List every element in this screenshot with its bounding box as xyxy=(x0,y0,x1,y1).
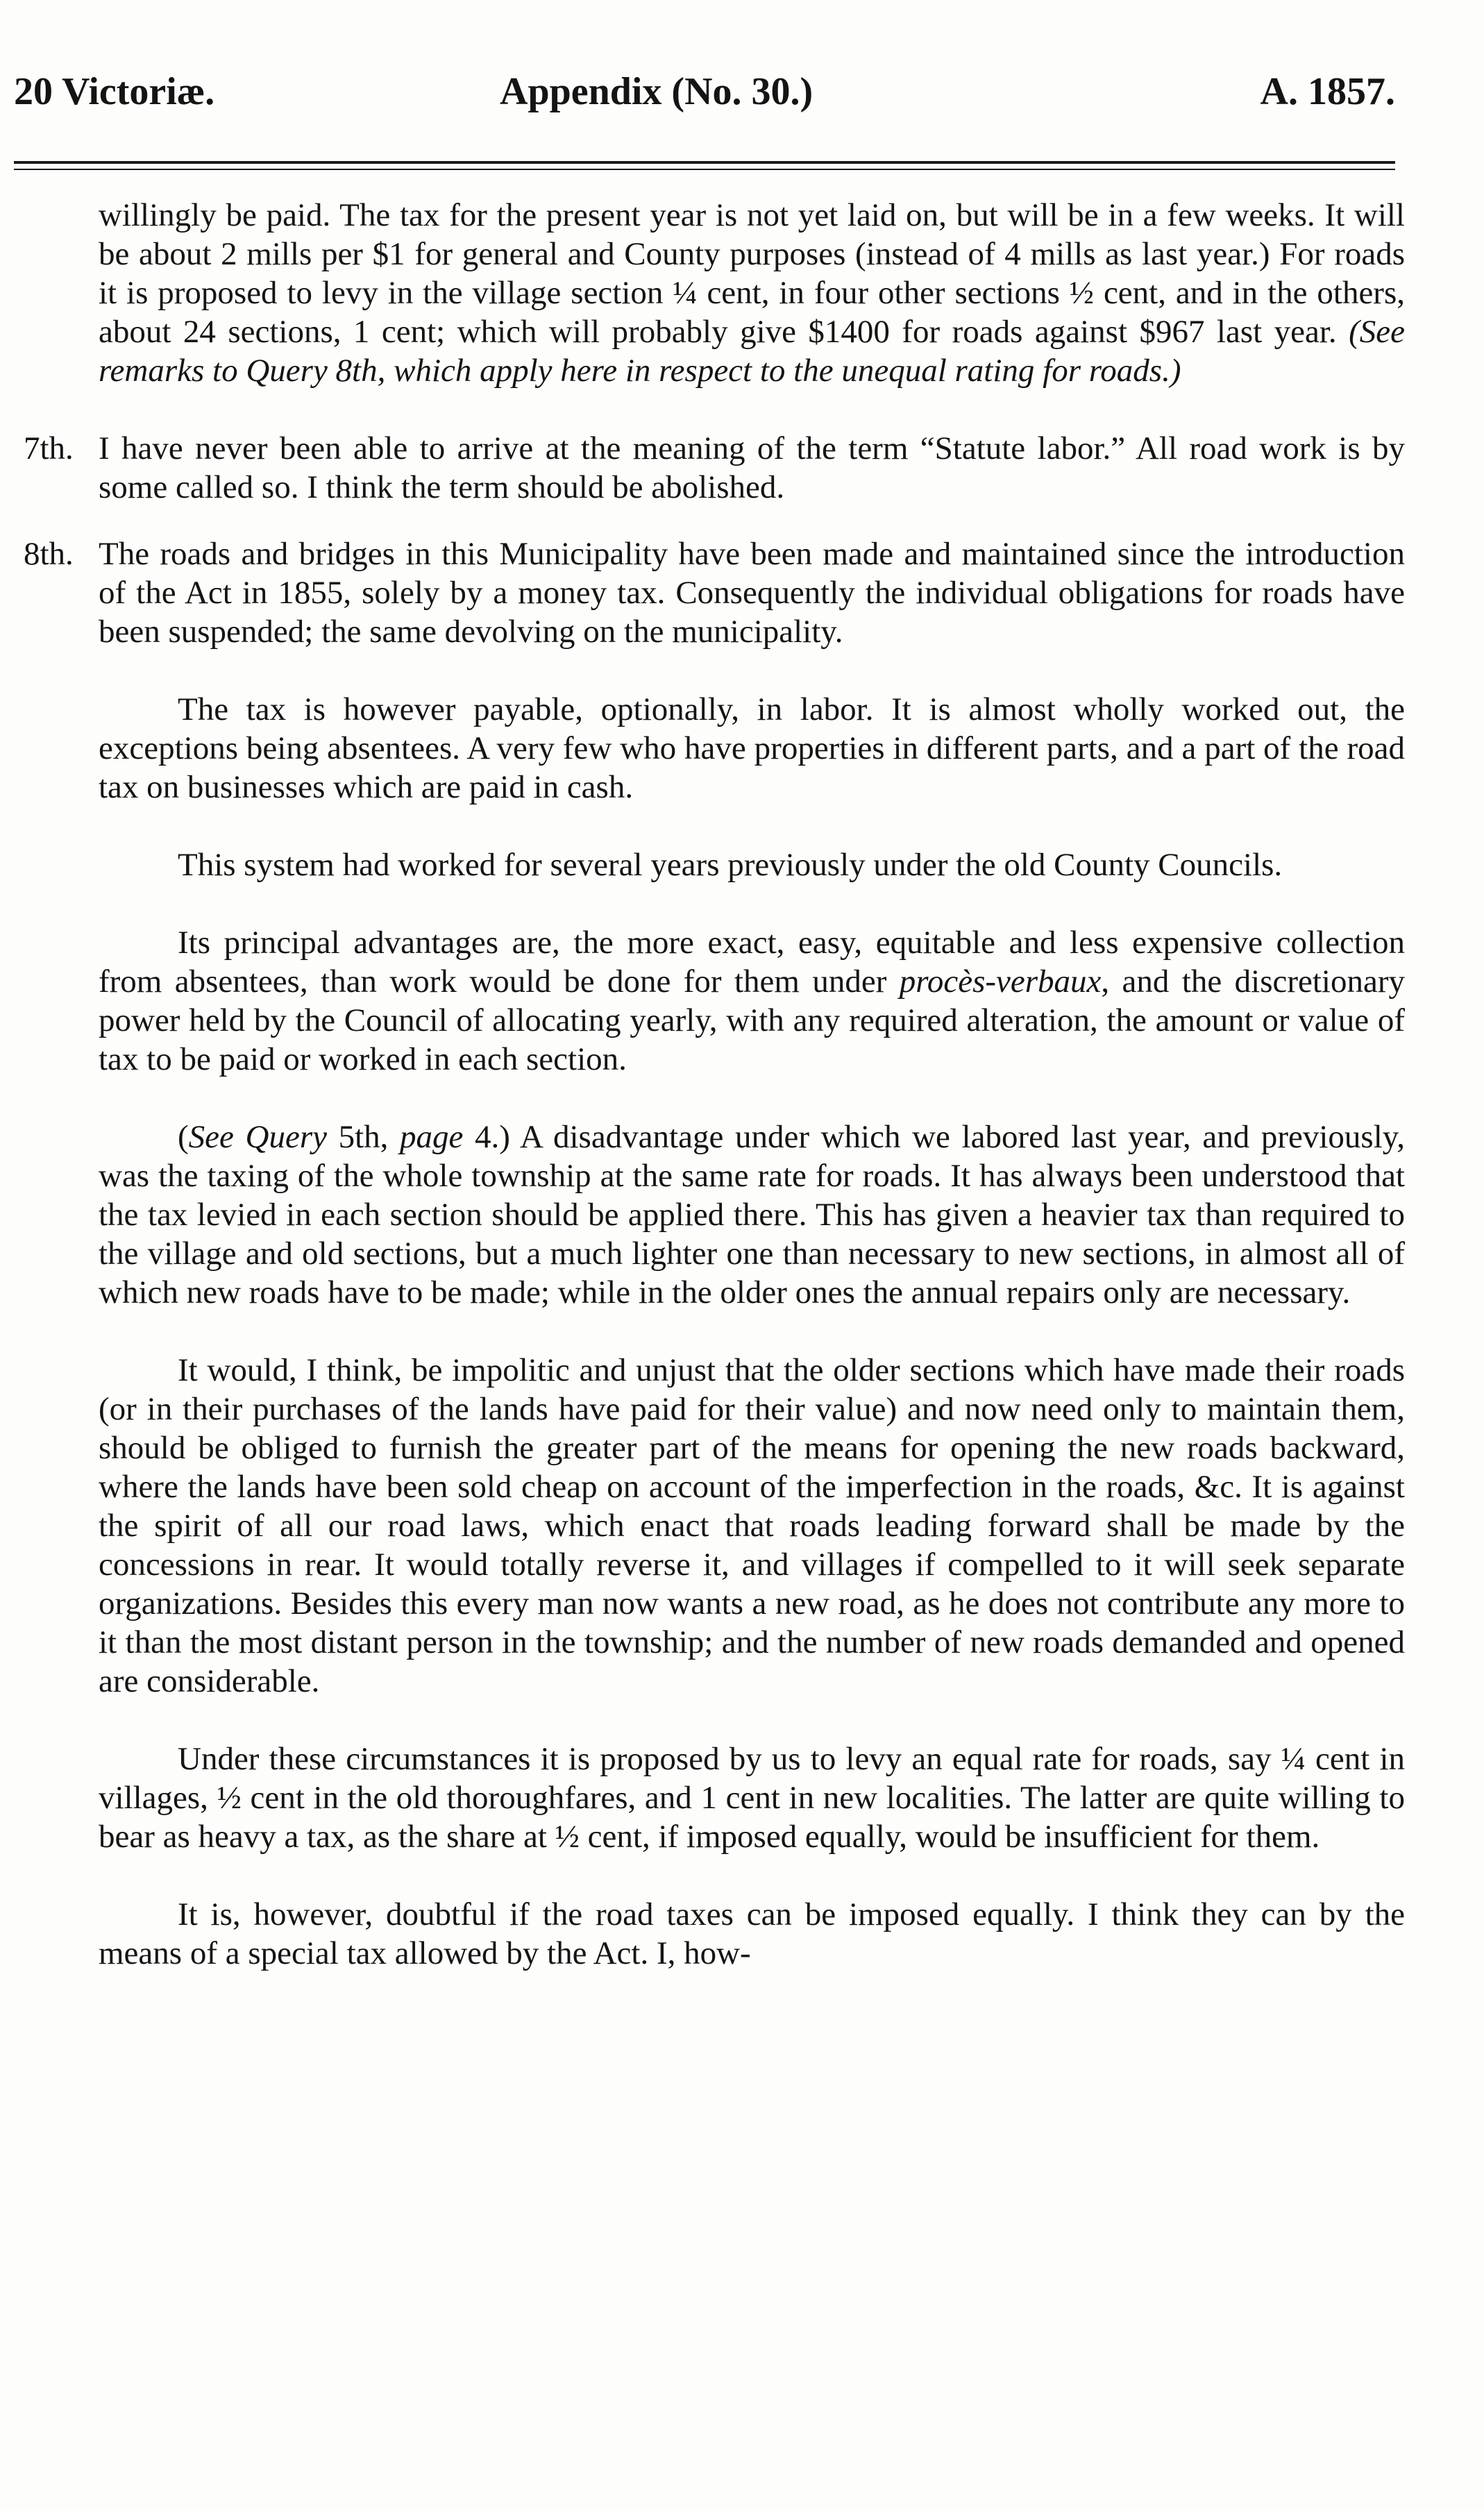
paragraph-text: It is, however, doubtful if the road taxes can be imposed equally. I think they can by the means of a special tax allowed by the Act. I, how- xyxy=(99,1896,1405,1971)
paragraph-text: Under these circumstances it is proposed by us to levy an equal rate for roads, say ¼ cent in villages, ½ cent in the old thoroughfares, and 1 cent in new localities. The latter are quite willing to bear as heavy a tax, as the share at ½ cent, if imposed equally, would be insufficient for them. xyxy=(99,1741,1405,1855)
paragraph-text: It would, I think, be impolitic and unjust that the older sections which have made their roads (or in their purchases of the lands have paid for their value) and now need only to maintain them, should be obliged to furnish the greater part of the means for opening the new roads backward, where the lands have been sold cheap on account of the imperfection in the roads, &c. It is against the spirit of all our road laws, which enact that roads leading forward shall be made by the concessions in rear. It would totally reverse it, and villages if compelled to it will seek separate organizations. Besides this every man now wants a new road, as he does not contribute any more to it than the most distant person in the township; and the number of new roads demanded and opened are considerable. xyxy=(99,1352,1405,1699)
paragraph-doubtful xyxy=(99,1895,1405,1973)
query-number: 7th. xyxy=(24,430,74,466)
paragraph-impolitic xyxy=(99,1351,1405,1701)
header-year: A. 1857. xyxy=(1260,70,1395,113)
document-body xyxy=(0,196,1484,1973)
paragraph-query-7 xyxy=(24,429,1405,507)
paragraph-advantages xyxy=(99,923,1405,1079)
paragraph-text: 5th, xyxy=(326,1119,400,1155)
paragraph-italic-term: procès-verbaux xyxy=(899,963,1102,1000)
paragraph-text: I have never been able to arrive at the meaning of the term “Statute labor.” All road work is by some called so. I think the term should be abolished. xyxy=(99,430,1405,505)
paragraph-italic-page: page xyxy=(400,1119,464,1155)
header-session: 20 Victoriæ. xyxy=(14,70,215,113)
paragraph-text: 4.) A disadvantage under which we labored last year, and previously, was the taxing of the whole township at the same rate for roads. It has always been understood that the tax levied in each section should be applied there. This has given a heavier tax than required to the village and old sections, but a much lighter one than necessary to new sections, in almost all of which new roads have to be made; while in the older ones the annual repairs only are necessary. xyxy=(99,1119,1405,1311)
paragraph-tax-labor xyxy=(99,690,1405,807)
query-number: 8th. xyxy=(24,536,74,572)
paragraph-italic-remark: (See remarks to Query 8th, which apply here in respect to the unequal rating for roads.) xyxy=(99,314,1405,389)
paragraph-text: willingly be paid. The tax for the present year is not yet laid on, but will be in a few weeks. It will be about 2 mills per $1 for general and County purposes (instead of 4 mills as last year.) For roads it is proposed to levy in the village section ¼ cent, in four other sections ½ cent, and in the others, about 24 sections, 1 cent; which will probably give $1400 for roads against $967 last year. xyxy=(99,197,1405,350)
paragraph-text: This system had worked for several years previously under the old County Councils. xyxy=(178,847,1283,883)
header-rule-thick xyxy=(14,161,1395,164)
header-appendix: Appendix (No. 30.) xyxy=(500,70,813,113)
header-rule-thin xyxy=(14,169,1395,170)
paragraph-text: , and the discretionary power held by the Council of allocating yearly, with any required alteration, the amount or value of tax to be paid or worked in each section. xyxy=(99,963,1405,1077)
paragraph-continuation xyxy=(99,196,1405,390)
paragraph-disadvantage xyxy=(99,1118,1405,1312)
paragraph-system xyxy=(99,845,1405,884)
paragraph-text: The roads and bridges in this Municipality have been made and maintained since the introduction of the Act in 1855, solely by a money tax. Consequently the individual obligations for roads have been suspended; the same devolving on the municipality. xyxy=(99,536,1405,650)
paragraph-query-8 xyxy=(24,534,1405,651)
paragraph-open-paren: ( xyxy=(178,1119,189,1155)
paragraph-equal-rate xyxy=(99,1740,1405,1856)
paragraph-text: The tax is however payable, optionally, in labor. It is almost wholly worked out, the exceptions being absentees. A very few who have properties in different parts, and a part of the road tax on businesses which are paid in cash. xyxy=(99,691,1405,805)
paragraph-text: Its principal advantages are, the more exact, easy, equitable and less expensive collection from absentees, than work would be done for them under xyxy=(99,925,1405,1000)
page-header xyxy=(14,64,1395,119)
paragraph-italic-see-query: See Query xyxy=(188,1119,327,1155)
